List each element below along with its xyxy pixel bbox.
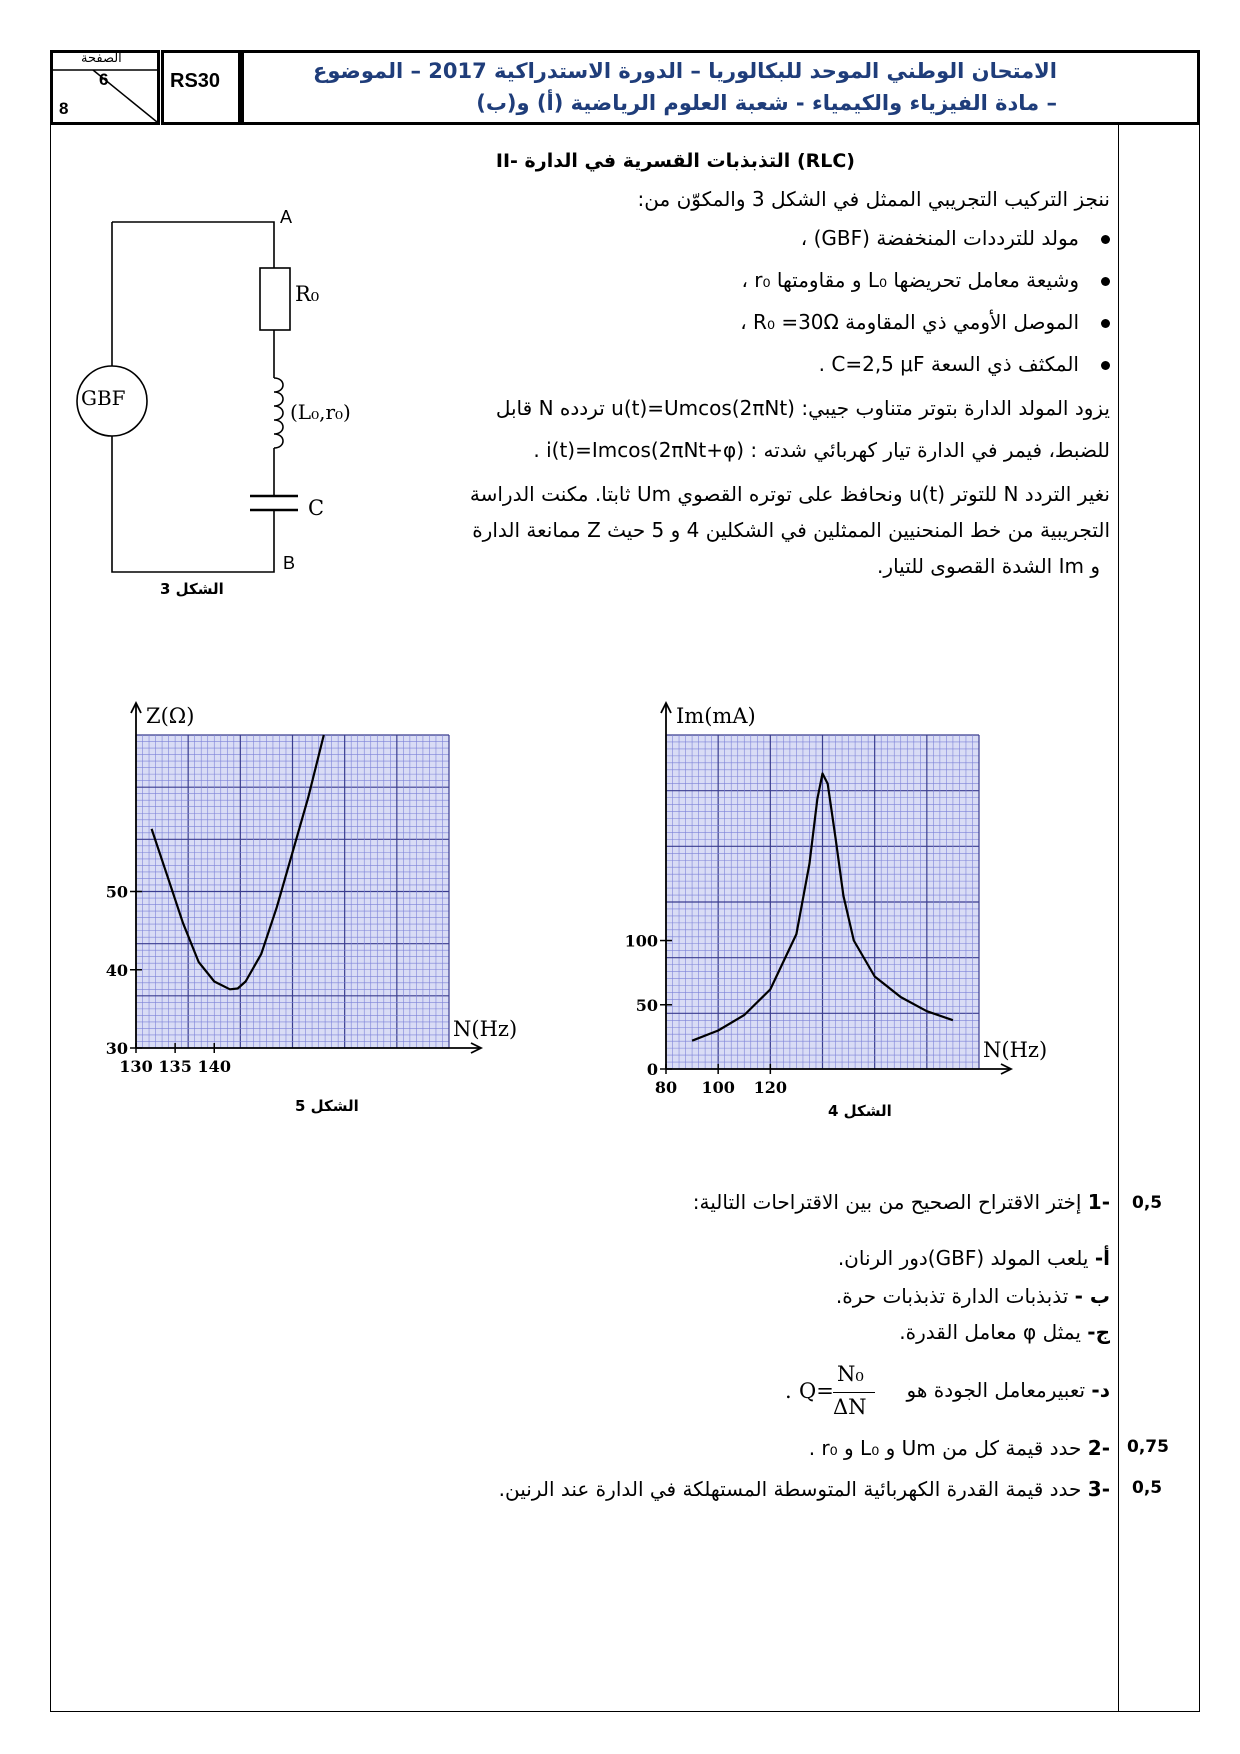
option-a: أ- يلعب المولد (GBF)دور الرنان. xyxy=(837,1246,1110,1270)
header-code-box xyxy=(161,50,241,125)
capacitor-label: C xyxy=(308,496,325,520)
x-tick-label: 140 xyxy=(197,1057,231,1076)
option-c: ج- يمثل φ معامل القدرة. xyxy=(899,1320,1110,1344)
score-column-divider xyxy=(1118,125,1119,1712)
option-d: د- تعبيرمعامل الجودة هو xyxy=(906,1378,1110,1402)
figure4-caption: الشكل 4 xyxy=(828,1102,892,1120)
x-tick-label: 100 xyxy=(701,1078,735,1097)
study-paragraph-line2: التجريبية من خط المنحنيين الممثلين في الشكلين 4 و 5 حيث Z ممانعة الدارة xyxy=(472,518,1110,542)
header-page-box xyxy=(50,50,160,125)
study-paragraph-line1: نغير التردد N للتوتر u(t) ونحافظ على توتره القصوي Um ثابتا. مكنت الدراسة xyxy=(469,482,1110,506)
node-b-label: B xyxy=(283,553,296,573)
question-score: 0,75 xyxy=(1127,1437,1169,1457)
page-number: 6 xyxy=(99,70,109,89)
option-b: ب - تذبذبات الدارة تذبذبات حرة. xyxy=(835,1284,1110,1308)
y-tick-label: 50 xyxy=(105,882,128,902)
x-tick-label: 135 xyxy=(158,1057,192,1076)
question-1 xyxy=(210,1190,1110,1214)
coil-label: (L₀,r₀) xyxy=(290,400,351,424)
figure3-caption: الشكل 3 xyxy=(160,580,224,598)
y-axis-label: Im(mA) xyxy=(676,704,756,728)
y-axis-label: Z(Ω) xyxy=(146,704,195,728)
generator-paragraph-line1: يزود المولد الدارة بتوتر متناوب جيبي: u(t)=Umcos(2πNt) تردده N قابل xyxy=(495,396,1110,420)
component-list xyxy=(550,226,1110,394)
component-item: الموصل الأومي ذي المقاومة R₀ =30Ω ، xyxy=(550,310,1110,352)
x-tick-label: 80 xyxy=(654,1078,678,1097)
component-item: مولد للترددات المنخفضة (GBF) ، xyxy=(550,226,1110,268)
y-tick-label: 30 xyxy=(105,1039,128,1058)
page-total: 8 xyxy=(59,99,69,118)
y-tick-label: 50 xyxy=(635,995,658,1015)
exam-title-line2: – مادة الفيزياء والكيمياء - شعبة العلوم الرياضية (أ) و(ب) xyxy=(476,91,1057,115)
y-tick-label: 40 xyxy=(105,960,128,980)
question-text: إختر الاقتراح الصحيح من بين الاقتراحات التالية: xyxy=(692,1190,1082,1214)
resistor-label: R₀ xyxy=(295,282,320,306)
y-tick-label: 100 xyxy=(624,931,658,951)
y-tick-label: 0 xyxy=(646,1060,658,1079)
component-item: وشيعة معامل تحريضها L₀ و مقاومتها r₀ ، xyxy=(550,268,1110,310)
node-a-label: A xyxy=(280,207,293,227)
page-label: الصفحة xyxy=(81,51,122,66)
gbf-label: GBF xyxy=(81,386,126,410)
generator-paragraph-line2: للضبط، فيمر في الدارة تيار كهربائي شدته : i(t)=Imcos(2πNt+φ) . xyxy=(533,438,1110,462)
question-number: -1 xyxy=(1087,1190,1110,1214)
x-axis-label: N(Hz) xyxy=(453,1017,518,1041)
x-axis-label: N(Hz) xyxy=(983,1038,1048,1062)
section-title: II- التذبذبات القسرية في الدارة (RLC) xyxy=(495,150,855,172)
component-item: المكثف ذي السعة C=2,5 μF . xyxy=(550,352,1110,394)
study-paragraph-line3: و Im الشدة القصوى للتيار. xyxy=(877,554,1100,578)
section-intro: ننجز التركيب التجريبي الممثل في الشكل 3 والمكوّن من: xyxy=(637,187,1110,211)
figure5-caption: الشكل 5 xyxy=(295,1097,359,1115)
chart-figure-4 xyxy=(620,695,1080,1125)
question-3: -3 حدد قيمة القدرة الكهربائية المتوسطة المستهلكة في الدارة عند الرنين. xyxy=(498,1477,1110,1501)
question-score: 0,5 xyxy=(1132,1478,1163,1498)
question-score: 0,5 xyxy=(1132,1193,1163,1213)
coil-symbol xyxy=(274,378,283,448)
chart-figure-5 xyxy=(90,695,540,1115)
exam-title-line1: الامتحان الوطني الموحد للبكالوريا – الدورة الاستدراكية 2017 – الموضوع xyxy=(313,59,1057,83)
x-tick-label: 120 xyxy=(753,1078,788,1097)
question-2: -2 حدد قيمة كل من Um و L₀ و r₀ . xyxy=(808,1436,1110,1460)
header-title-box xyxy=(241,50,1200,125)
resistor-symbol xyxy=(260,268,290,330)
x-tick-label: 130 xyxy=(119,1057,153,1076)
exam-code: RS30 xyxy=(170,70,221,92)
